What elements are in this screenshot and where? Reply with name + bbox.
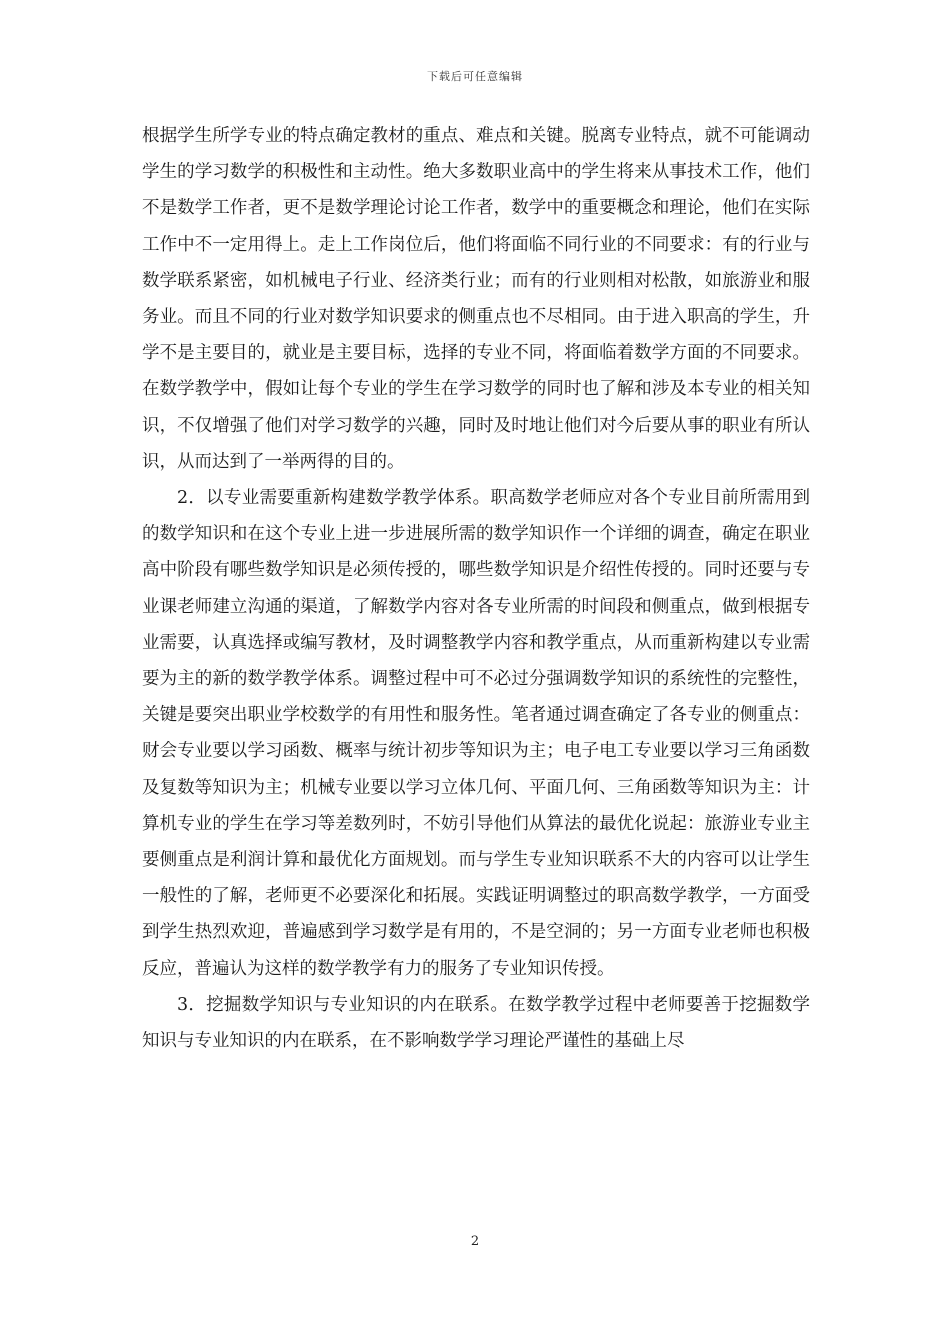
paragraph-section-2: 2．以专业需要重新构建数学教学体系。职高数学老师应对各个专业目前所需用到的数学知识和在这个专业上进一步进展所需的数学知识作一个详细的调查，确定在职业高中阶段有哪些数学知识是必须传授的，哪些数学知识是介绍性传授的。同时还要与专业课老师建立沟通的渠道，了解数学内容对各专业所需的时间段和侧重点，做到根据专业需要，认真选择或编写教材，及时调整教学内容和教学重点，从而重新构建以专业需要为主的新的数学教学体系。调整过程中可不必过分强调数学知识的系统性的完整性，关键是要突出职业学校数学的有用性和服务性。笔者通过调查确定了各专业的侧重点：财会专业要以学习函数、概率与统计初步等知识为主；电子电工专业要以学习三角函数及复数等知识为主；机械专业要以学习立体几何、平面几何、三角函数等知识为主：计算机专业的学生在学习等差数列时，不妨引导他们从算法的最优化说起：旅游业专业主要侧重点是利润计算和最优化方面规划。而与学生专业知识联系不大的内容可以让学生一般性的了解，老师更不必要深化和拓展。实践证明调整过的职高数学教学，一方面受到学生热烈欢迎，普遍感到学习数学是有用的，不是空洞的；另一方面专业老师也积极反应，普遍认为这样的数学教学有力的服务了专业知识传授。	[142, 488, 810, 979]
paragraph-section-3: 3．挖掘数学知识与专业知识的内在联系。在数学教学过程中老师要善于挖掘数学知识与专业知识的内在联系，在不影响数学学习理论严谨性的基础上尽	[142, 994, 810, 1052]
document-body	[142, 118, 810, 1059]
paragraph-continuation: 根据学生所学专业的特点确定教材的重点、难点和关键。脱离专业特点，就不可能调动学生的学习数学的积极性和主动性。绝大多数职业高中的学生将来从事技术工作，他们不是数学工作者，更不是数学理论讨论工作者，数学中的重要概念和理论，他们在实际工作中不一定用得上。走上工作岗位后，他们将面临不同行业的不同要求：有的行业与数学联系紧密，如机械电子行业、经济类行业；而有的行业则相对松散，如旅游业和服务业。而且不同的行业对数学知识要求的侧重点也不尽相同。由于进入职高的学生，升学不是主要目的，就业是主要目标，选择的专业不同，将面临着数学方面的不同要求。在数学教学中，假如让每个专业的学生在学习数学的同时也了解和涉及本专业的相关知识，不仅增强了他们对学习数学的兴趣，同时及时地让他们对今后要从事的职业有所认识，从而达到了一举两得的目的。	[142, 126, 810, 472]
page-number: 2	[470, 1234, 480, 1249]
page-header-note: 下载后可任意编辑	[427, 70, 523, 83]
